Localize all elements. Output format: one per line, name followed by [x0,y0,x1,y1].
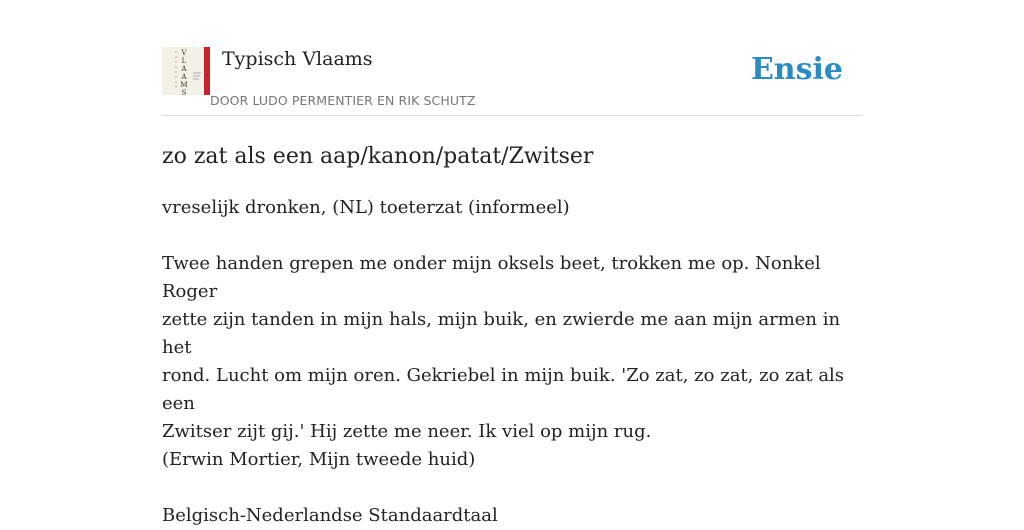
entry-term: zo zat als een aap/kanon/patat/Zwitser [162,144,594,169]
header [162,44,862,116]
vlaams-book-cover-icon[interactable] [162,47,210,95]
entry-example [162,250,862,474]
entry-definition: vreselijk dronken, (NL) toeterzat (informeel) [162,197,570,218]
example-line: zette zijn tanden in mijn hals, mijn buik, en zwierde me aan mijn armen in het [162,309,841,358]
logo-letter-3: A [181,65,187,73]
example-source: (Erwin Mortier, Mijn tweede huid) [162,449,476,470]
book-authors: DOOR LUDO PERMENTIER EN RIK SCHUTZ [210,93,476,108]
content-container [162,44,862,530]
example-line: Zwitser zijt gij.' Hij zette me neer. Ik viel op mijn rug. [162,421,652,442]
logo-letter-1: V [181,49,187,57]
ensie-logo-link[interactable]: Ensie [750,52,843,87]
example-line: rond. Lucht om mijn oren. Gekriebel in mijn buik. 'Zo zat, zo zat, zo zat als een [162,365,845,414]
entry-category: Belgisch-Nederlandse Standaardtaal [162,505,498,526]
logo-letter-4: A [181,73,187,81]
logo-letter-2: L [181,57,187,65]
example-line: Twee handen grepen me onder mijn oksels beet, trokken me op. Nonkel Roger [162,253,821,302]
book-title[interactable]: Typisch Vlaams [222,48,373,70]
logo-letter-6: S [181,89,187,97]
logo-letter-5: M [180,81,188,89]
